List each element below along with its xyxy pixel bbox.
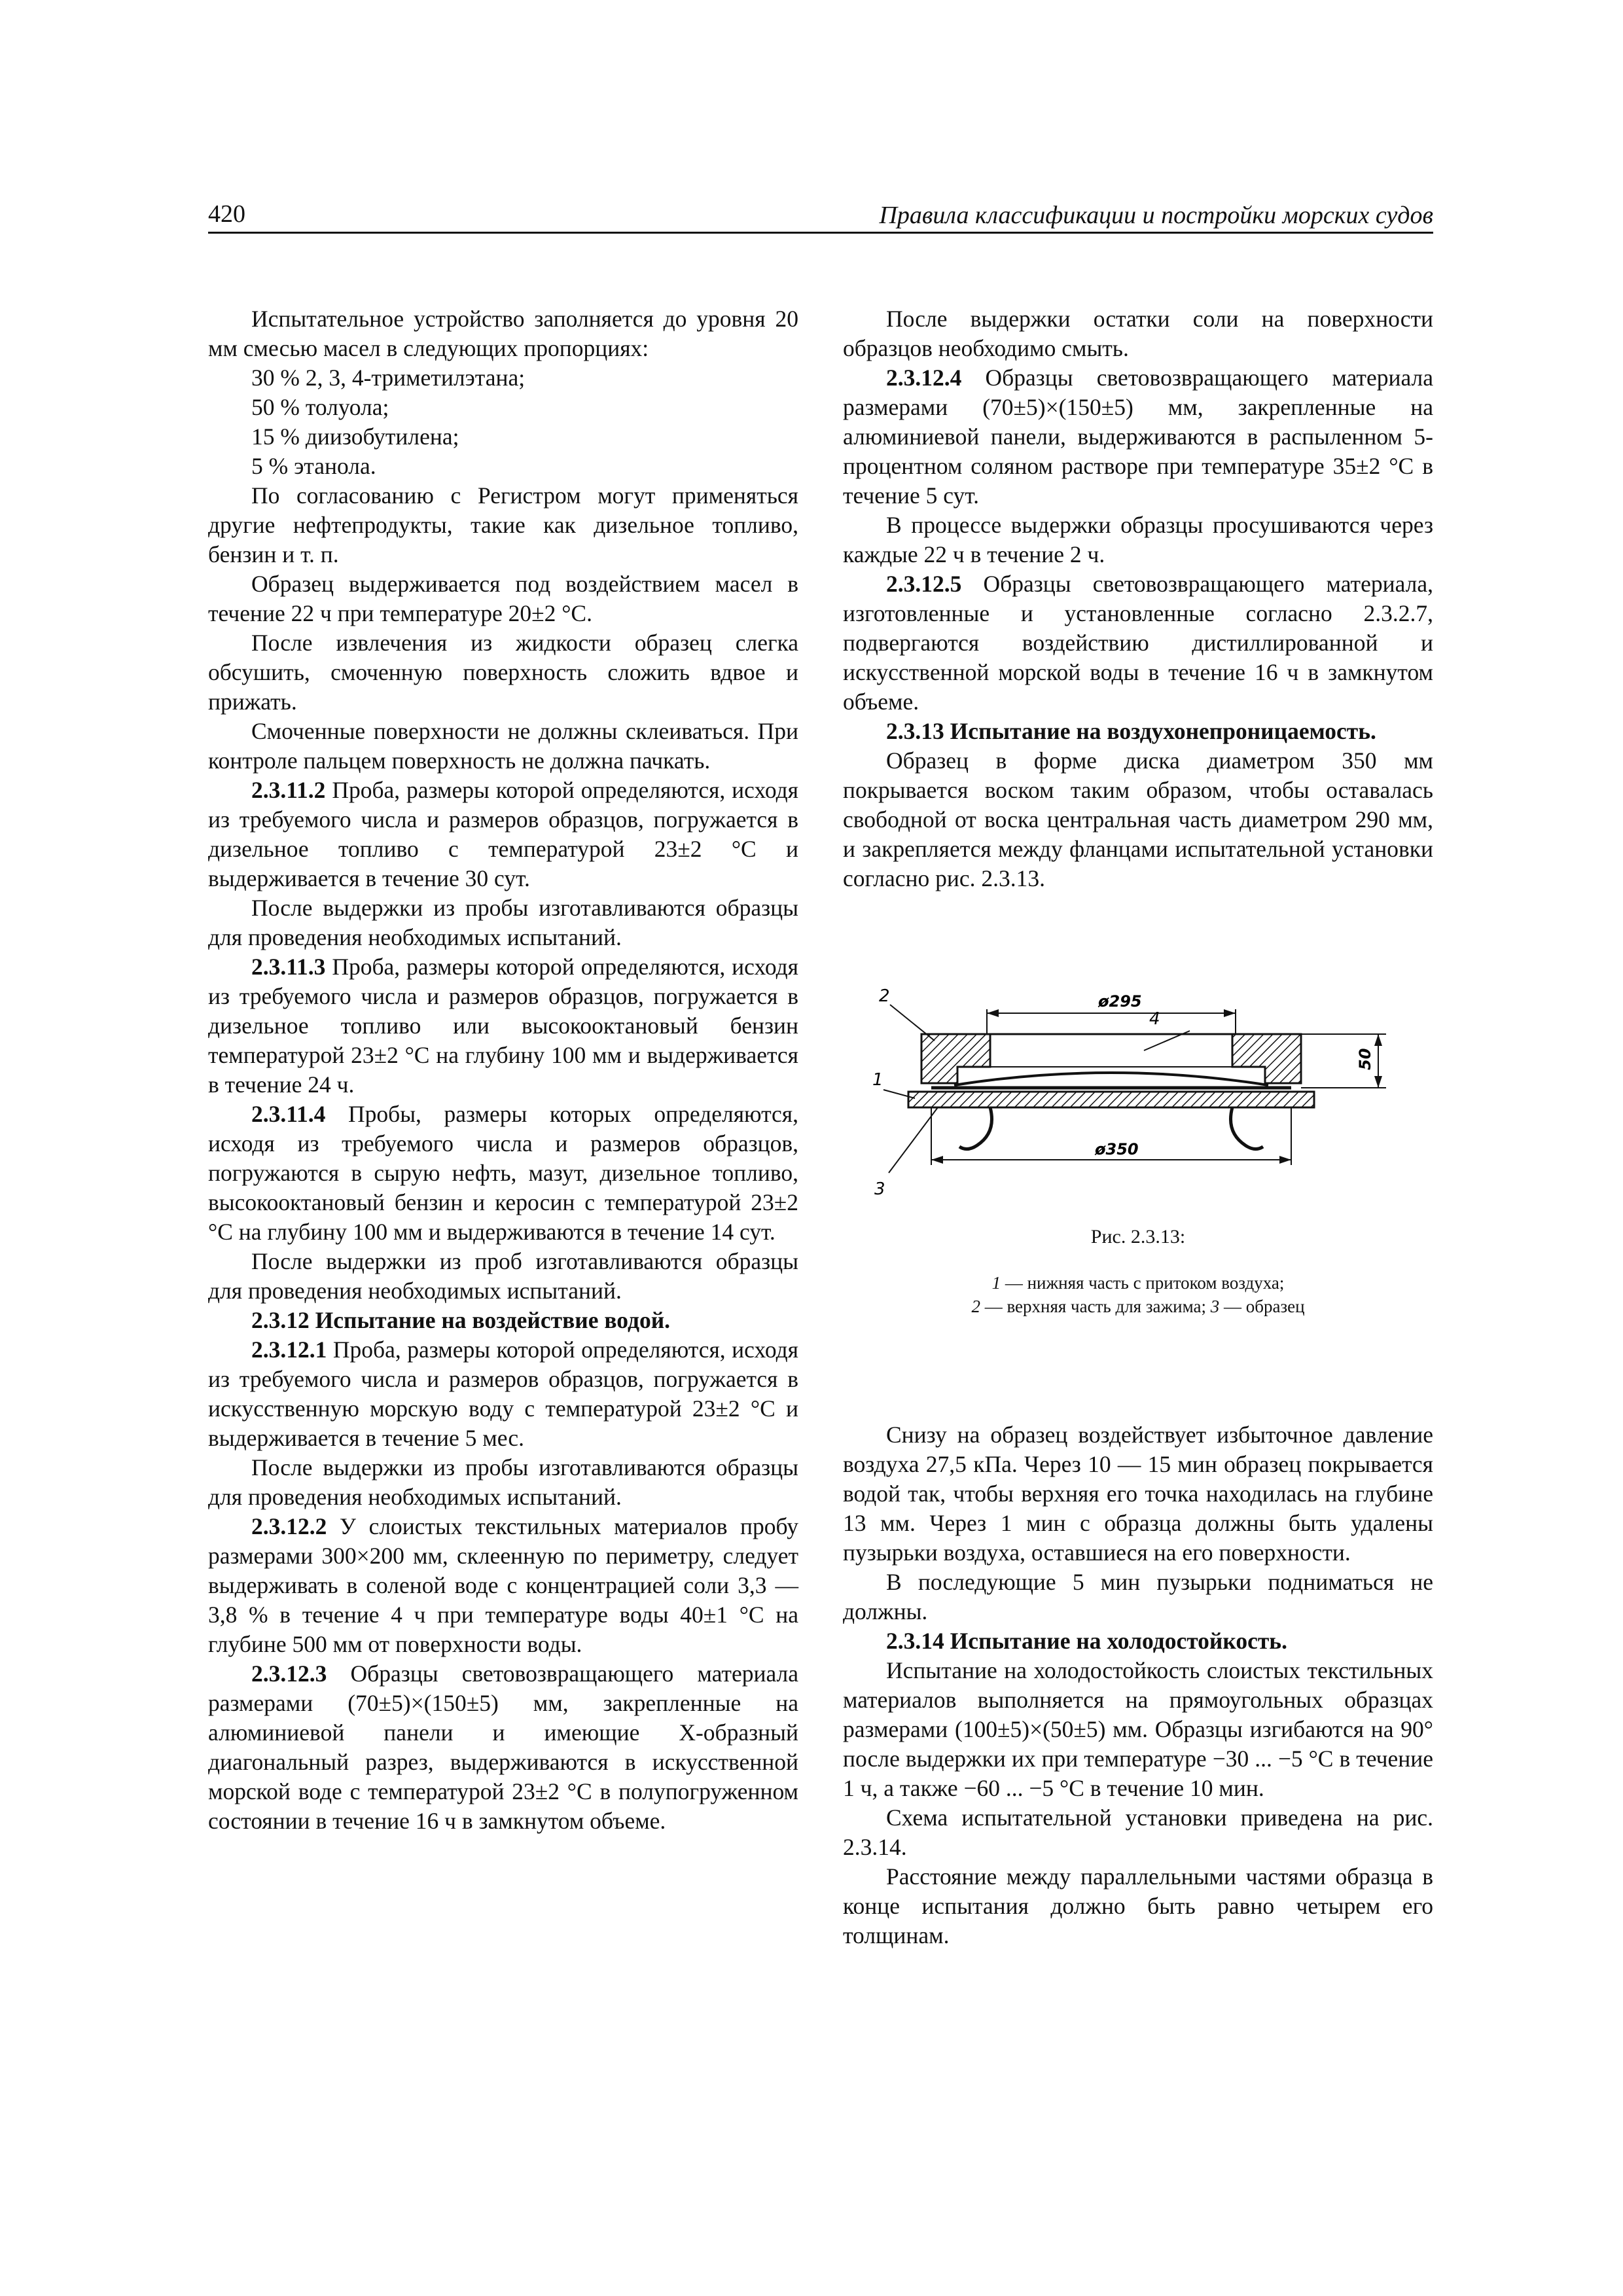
label-1: 1 — [872, 1070, 883, 1090]
legend-2-text: — верхняя часть для зажима; — [980, 1297, 1211, 1316]
paragraph — [208, 776, 798, 893]
paragraph-text: В последующие 5 мин пузырьки подниматься не должны. — [843, 1569, 1433, 1624]
paragraph — [843, 1803, 1433, 1862]
paragraph — [843, 717, 1433, 746]
paragraph — [208, 569, 798, 628]
paragraph — [208, 628, 798, 717]
paragraph-text: Образцы световозвращающего материала, изготовленные и установленные согласно 2.3.2.7, подвергаются воздействию дистиллированной и искусственной морской воды в течение 16 ч в замкнутом объеме. — [843, 571, 1433, 715]
paragraph — [208, 1247, 798, 1306]
paragraph — [208, 952, 798, 1100]
paragraph — [208, 1100, 798, 1247]
figure-caption: Рис. 2.3.13: — [1090, 1226, 1186, 1247]
paragraph-text: Образец в форме диска диаметром 350 мм покрывается воском таким образом, чтобы оставалась свободной от воска центральная часть диаметром 290 мм, и закрепляется между фланцами испытательной установки согласно рис. 2.3.13. — [843, 747, 1433, 891]
section-number: 2.3.12.3 — [251, 1660, 327, 1687]
figure-legend — [843, 1271, 1433, 1318]
paragraph — [843, 1626, 1433, 1656]
paragraph-text: Образцы световозвращающего материала размерами (70±5)×(150±5) мм, закрепленные на алюминиевой панели, выдерживаются в распыленном 5-процентном соляном растворе при температуре 35±2 °С в течение 5 сут. — [843, 365, 1433, 509]
legend-1-number: 1 — [991, 1273, 1001, 1293]
paragraph — [843, 1568, 1433, 1626]
page-header — [208, 200, 1433, 236]
paragraph — [208, 1335, 798, 1453]
paragraph-text: Расстояние между параллельными частями образца в конце испытания должно быть равно четырем его толщинам. — [843, 1863, 1433, 1948]
paragraph-text: 15 % диизобутилена; — [251, 423, 459, 450]
section-number: 2.3.12.1 — [251, 1336, 327, 1363]
left-column — [208, 304, 798, 1836]
section-number: 2.3.12.5 — [886, 571, 962, 597]
paragraph — [208, 1659, 798, 1836]
paragraph — [843, 1862, 1433, 1950]
section-number: 2.3.12.4 — [886, 365, 962, 391]
paragraph — [208, 481, 798, 569]
paragraph — [843, 511, 1433, 569]
paragraph — [843, 363, 1433, 511]
label-3: 3 — [874, 1179, 885, 1199]
paragraph-text: 5 % этанола. — [251, 453, 376, 479]
paragraph-text: Образец выдерживается под воздействием масел в течение 22 ч при температуре 20±2 °С. — [208, 571, 798, 626]
paragraph — [208, 452, 798, 481]
paragraph-text: После выдержки остатки соли на поверхности образцов необходимо смыть. — [843, 306, 1433, 361]
paragraph-text: После выдержки из пробы изготавливаются образцы для проведения необходимых испытаний. — [208, 895, 798, 950]
running-title: Правила классификации и постройки морских судов — [879, 202, 1433, 229]
paragraph-text: После выдержки из пробы изготавливаются образцы для проведения необходимых испытаний. — [208, 1454, 798, 1510]
flange-diagram — [843, 936, 1433, 1217]
paragraph-text: Снизу на образец воздействует избыточное давление воздуха 27,5 кПа. Через 10 — 15 мин образец покрывается водой так, чтобы верхняя его точка находилась на глубине 13 мм. Через 1 мин с образца должны быть удалены пузырьки воздуха, оставшиеся на его поверхности. — [843, 1422, 1433, 1566]
section-number: 2.3.12.2 — [251, 1513, 327, 1539]
lower-base-plate — [908, 1092, 1314, 1107]
dim-label-295: ø295 — [1098, 992, 1142, 1011]
header-rule — [208, 232, 1433, 234]
paragraph-text: Проба, размеры которой определяются, исходя из требуемого числа и размеров образцов, погружается в дизельное топливо с температурой 23±2 °С и выдерживается в течение 30 сут. — [208, 777, 798, 891]
label-2: 2 — [879, 986, 890, 1006]
paragraph-text: Испытательное устройство заполняется до уровня 20 мм смесью масел в следующих пропорциях: — [208, 306, 798, 361]
paragraph — [843, 569, 1433, 717]
paragraph-text: У слоистых текстильных материалов пробу размерами 300×200 мм, склеенную по периметру, следует выдерживать в соленой воде с концентрацией соли 3,3 — 3,8 % в течение 4 ч при температуре воды 40±1 °С на глубине 500 мм от поверхности воды. — [208, 1513, 798, 1657]
upper-clamp-left — [921, 1034, 990, 1083]
legend-1-text: — нижняя часть с притоком воздуха; — [1001, 1273, 1285, 1293]
paragraph-text: Образцы световозвращающего материала размерами (70±5)×(150±5) мм, закрепленные на алюминиевой панели и имеющие Х-образный диагональный разрез, выдерживаются в искусственной морской воде с температурой 23±2 °С в полупогруженном состоянии в течение 16 ч в замкнутом объеме. — [208, 1660, 798, 1834]
paragraph — [208, 393, 798, 422]
dim-label-350: ø350 — [1095, 1140, 1139, 1158]
paragraph-text: Испытание на холодостойкость слоистых текстильных материалов выполняется на прямоугольных образцах размерами (100±5)×(50±5) мм. Образцы изгибаются на 90° после выдержки их при температуре −30 ... −5 °С в течение 1 ч, а также −60 ... −5 °С в течение 10 мин. — [843, 1657, 1433, 1801]
air-pipe-left — [959, 1107, 992, 1149]
paragraph-text: После выдержки из проб изготавливаются образцы для проведения необходимых испытаний. — [208, 1248, 798, 1304]
section-number: 2.3.11.4 — [251, 1101, 326, 1127]
section-number: 2.3.13 Испытание на воздухонепроницаемость. — [886, 718, 1376, 744]
right-column-top — [843, 304, 1433, 893]
paragraph — [208, 422, 798, 452]
legend-2-number: 2 — [971, 1297, 980, 1316]
section-number: 2.3.11.3 — [251, 954, 326, 980]
paragraph — [843, 304, 1433, 363]
legend-3-text: — образец — [1219, 1297, 1305, 1316]
paragraph-text: Пробы, размеры которых определяются, исходя из требуемого числа и размеров образцов, погружаются в сырую нефть, мазут, дизельное топливо, высокооктановый бензин и керосин с температурой 23±2 °С на глубину 100 мм и выдерживаются в течение 14 сут. — [208, 1101, 798, 1245]
upper-clamp-right — [1232, 1034, 1301, 1083]
paragraph — [843, 1420, 1433, 1568]
paragraph-text: 50 % толуола; — [251, 394, 389, 420]
paragraph-text: Проба, размеры которой определяются, исходя из требуемого числа и размеров образцов, погружается в дизельное топливо или высокооктановый бензин температурой 23±2 °С на глубину 100 мм и выдерживается в течение 24 ч. — [208, 954, 798, 1098]
section-number: 2.3.11.2 — [251, 777, 326, 803]
paragraph-text: В процессе выдержки образцы просушиваются через каждые 22 ч в течение 2 ч. — [843, 512, 1433, 567]
paragraph-text: После извлечения из жидкости образец слегка обсушить, смоченную поверхность сложить вдвое и прижать. — [208, 630, 798, 715]
paragraph — [843, 746, 1433, 893]
paragraph — [208, 1306, 798, 1335]
figure-2-3-13 — [843, 936, 1433, 1342]
section-number: 2.3.14 Испытание на холодостойкость. — [886, 1628, 1287, 1654]
paragraph-text: Схема испытательной установки приведена на рис. 2.3.14. — [843, 1804, 1433, 1860]
paragraph-text: 30 % 2, 3, 4-триметилэтана; — [251, 365, 526, 391]
paragraph-text: По согласованию с Регистром могут применяться другие нефтепродукты, такие как дизельное топливо, бензин и т. п. — [208, 482, 798, 567]
label-4: 4 — [1149, 1009, 1160, 1029]
paragraph — [208, 893, 798, 952]
paragraph — [208, 363, 798, 393]
paragraph — [208, 1512, 798, 1659]
paragraph — [208, 1453, 798, 1512]
page-number: 420 — [208, 200, 245, 228]
paragraph — [208, 717, 798, 776]
sample-membrane — [954, 1073, 1268, 1085]
dim-label-50: 50 — [1356, 1048, 1374, 1070]
right-column-bottom — [843, 1420, 1433, 1950]
paragraph — [208, 304, 798, 363]
air-pipe-right — [1231, 1107, 1264, 1149]
section-number: 2.3.12 Испытание на воздействие водой. — [251, 1307, 671, 1333]
paragraph — [843, 1656, 1433, 1803]
legend-3-number: 3 — [1210, 1297, 1220, 1316]
paragraph-text: Смоченные поверхности не должны склеиваться. При контроле пальцем поверхность не должна пачкать. — [208, 718, 798, 774]
paragraph-text: Проба, размеры которой определяются, исходя из требуемого числа и размеров образцов, погружается в искусственную морскую воду с температурой 23±2 °С и выдерживается в течение 5 мес. — [208, 1336, 798, 1451]
